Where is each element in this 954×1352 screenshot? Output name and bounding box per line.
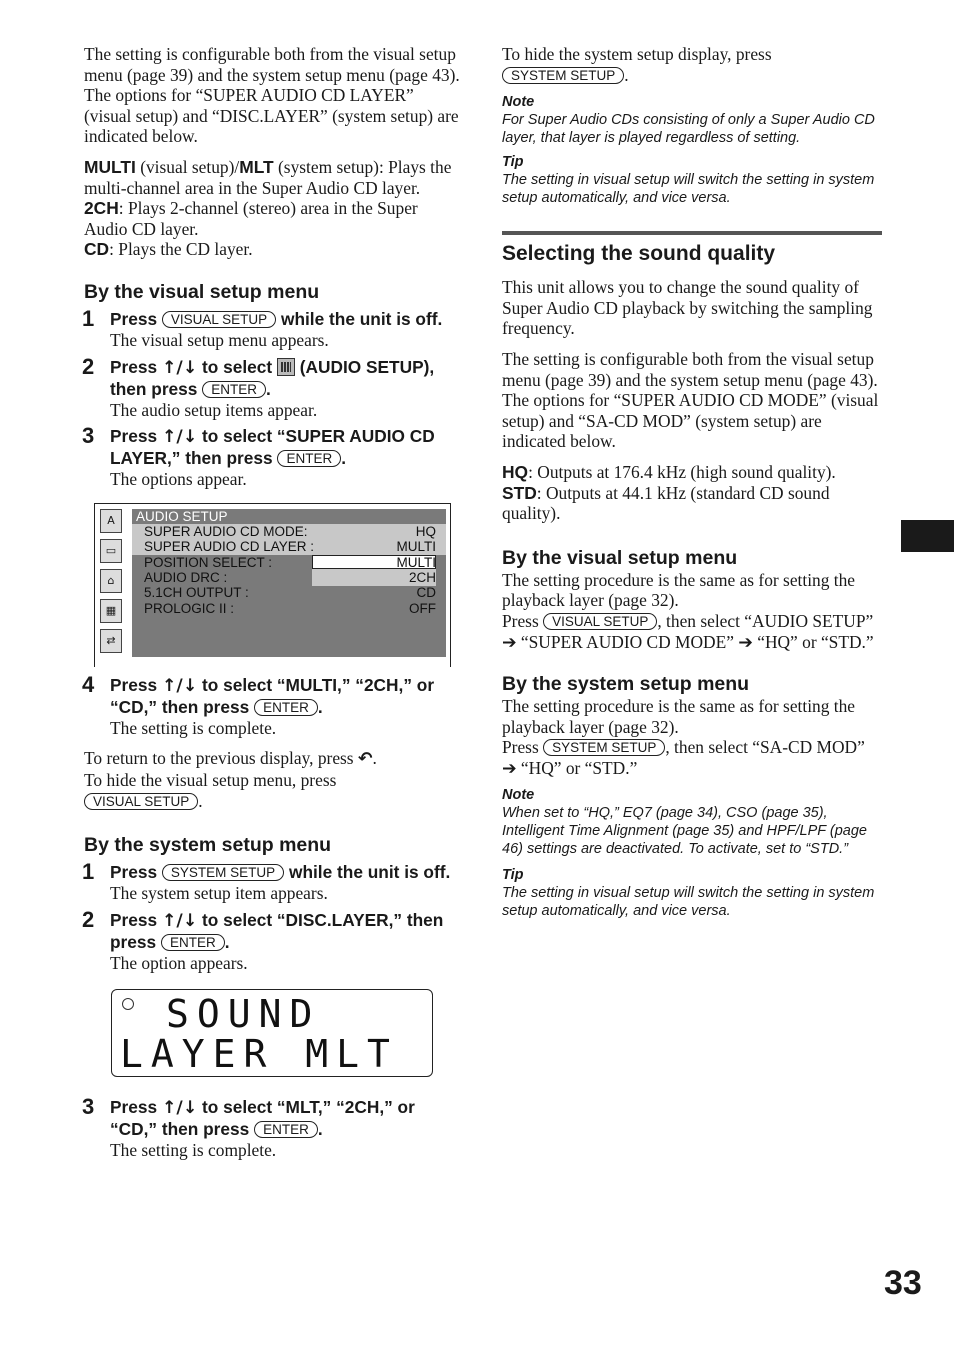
tip-2: Tip The setting in visual setup will switch the setting in system setup automatically, and vice versa. [502, 867, 875, 920]
visual-setup-key: VISUAL SETUP [84, 793, 198, 810]
lcd-display-screenshot [111, 989, 433, 1077]
system-step-1: 1 Press SYSTEM SETUP while the unit is off. The system setup item appears. [82, 859, 451, 904]
visual-setup-procedure: Press VISUAL SETUP , then select “AUDIO SETUP” ➔ “SUPER AUDIO CD MODE” ➔ “HQ” or “STD.” [502, 610, 874, 652]
tip-1: Tip The setting in visual setup will switch the setting in system setup automatically, and vice versa. [502, 154, 875, 207]
osd-title: AUDIO SETUP [136, 508, 228, 524]
visual-step-4: 4 Press ↑/↓ to select “MULTI,” “2CH,” or “CD,” then press ENTER . The setting is complete. [82, 671, 435, 738]
visual-setup-heading: By the visual setup menu [84, 280, 320, 303]
lcd-line-1: SOUND [166, 992, 321, 1037]
section-divider [502, 231, 882, 235]
language-icon: A [100, 509, 122, 533]
visual-step-3: 3 Press ↑/↓ to select “SUPER AUDIO CD LAYER,” then press ENTER . The options appear. [82, 423, 435, 490]
system-step-3: 3 Press ↑/↓ to select “MLT,” “2CH,” or “CD,” then press ENTER . The setting is complete. [82, 1094, 415, 1161]
enter-key: ENTER [277, 450, 341, 467]
system-setup-key: SYSTEM SETUP [162, 864, 284, 881]
system-setup-procedure: Press SYSTEM SETUP , then select “SA-CD MOD” ➔ “HQ” or “STD.” [502, 737, 865, 778]
system-setup-key: SYSTEM SETUP [502, 67, 624, 84]
return-icon: ↶ [357, 749, 373, 770]
note-1: Note For Super Audio CDs consisting of only a Super Audio CD layer, that layer is played regardless of setting. [502, 94, 875, 147]
custom-icon: ⌂ [100, 569, 122, 593]
system-setup-key: SYSTEM SETUP [543, 739, 665, 756]
audio-setup-osd-screenshot [94, 503, 451, 667]
osd-panel [132, 509, 446, 657]
visual-setup-key: VISUAL SETUP [543, 613, 657, 630]
section-config-2: The options for “SUPER AUDIO CD MODE” (visual setup) and “SA-CD MOD” (system setup) are indicated below. [502, 390, 879, 452]
option-multi: MULTI (visual setup)/MLT (system setup): Plays the multi-channel area in the Super Audio CD layer. [84, 156, 452, 198]
audio-setup-icon [277, 358, 295, 376]
intro-paragraph-1: The setting is configurable both from the visual setup menu (page 39) and the system setup menu (page 43). [84, 44, 460, 85]
osd-row: 5.1CH OUTPUT : CD [144, 585, 436, 601]
option-2ch: 2CH: Plays 2-channel (stereo) area in the Super Audio CD layer. [84, 198, 418, 239]
intro-paragraph-2: The options for “SUPER AUDIO CD LAYER” (visual setup) and “DISC.LAYER” (system setup) are indicated below. [84, 85, 459, 147]
enter-key: ENTER [202, 381, 266, 398]
audio-setup-icon: ▦ [100, 599, 122, 623]
osd-row: PROLOGIC II : OFF [144, 600, 436, 616]
option-std: STD: Outputs at 44.1 kHz (standard CD sound quality). [502, 482, 830, 524]
osd-row: SUPER AUDIO CD LAYER : MULTI [132, 539, 446, 554]
right-column [502, 44, 882, 920]
up-down-arrows-icon: ↑/↓ [161, 910, 198, 931]
osd-row: AUDIO DRC : 2CH [144, 569, 436, 585]
option-cd: CD: Plays the CD layer. [84, 239, 253, 260]
visual-step-2: 2 Press ↑/↓ to select (AUDIO SETUP), then press ENTER . The audio setup items appear. [82, 353, 435, 420]
system-icon: ⇄ [100, 629, 122, 653]
up-down-arrows-icon: ↑/↓ [161, 1098, 198, 1119]
osd-row: SUPER AUDIO CD MODE: HQ [132, 524, 446, 539]
system-step-2: 2 Press ↑/↓ to select “DISC.LAYER,” then press ENTER . The option appears. [82, 906, 444, 973]
osd-row: POSITION SELECT : MULTI [144, 554, 436, 570]
section-config-1: The setting is configurable both from the visual setup menu (page 39) and the system setup menu (page 43). [502, 348, 878, 390]
note-2: Note When set to “HQ,” EQ7 (page 34), CSO (page 35), Intelligent Time Alignment (page 35) and HPF/LPF (page 46) settings are deactivated. To activate, set to “STD.” [502, 787, 867, 858]
screen-icon: ▭ [100, 539, 122, 563]
up-down-arrows-icon: ↑/↓ [161, 427, 198, 448]
hide-visual-instruction: To hide the visual setup menu, press VISUAL SETUP . [84, 769, 337, 811]
system-setup-heading: By the system setup menu [502, 673, 750, 696]
visual-step-1: 1 Press VISUAL SETUP while the unit is off. The visual setup menu appears. [82, 305, 443, 350]
section-tab-marker [901, 520, 954, 552]
return-instruction: To return to the previous display, press ↶. [84, 748, 377, 770]
enter-key: ENTER [254, 699, 318, 716]
system-setup-heading: By the system setup menu [84, 834, 332, 857]
up-down-arrows-icon: ↑/↓ [161, 357, 198, 378]
up-down-arrows-icon: ↑/↓ [161, 675, 198, 696]
section-title: Selecting the sound quality [502, 242, 776, 266]
enter-key: ENTER [254, 1121, 318, 1138]
system-setup-text: The setting procedure is the same as for setting the playback layer (page 32). [502, 696, 856, 737]
enter-key: ENTER [161, 934, 225, 951]
visual-setup-heading: By the visual setup menu [502, 546, 738, 569]
option-hq: HQ: Outputs at 176.4 kHz (high sound quality). [502, 461, 836, 482]
visual-setup-key: VISUAL SETUP [162, 311, 276, 328]
left-column [84, 44, 464, 1161]
disc-icon [122, 998, 134, 1010]
section-intro: This unit allows you to change the sound quality of Super Audio CD playback by switching the sampling frequency. [502, 277, 873, 339]
page-number: 33 [884, 1264, 922, 1302]
lcd-line-2: LAYER MLT [120, 1032, 398, 1077]
visual-setup-text: The setting procedure is the same as for setting the playback layer (page 32). [502, 569, 856, 611]
hide-system-instruction: To hide the system setup display, press SYSTEM SETUP . [502, 44, 772, 85]
